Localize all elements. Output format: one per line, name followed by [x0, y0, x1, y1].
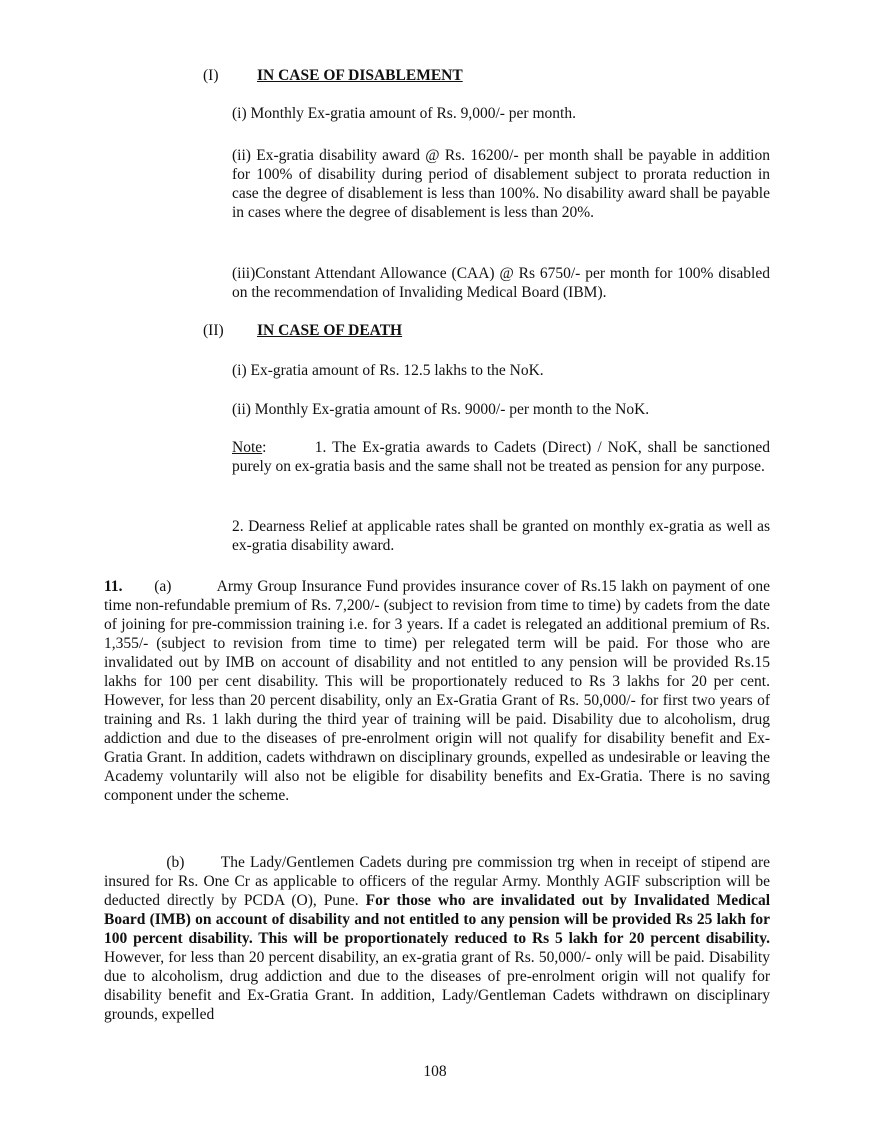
para-11-number: 11. [104, 578, 123, 595]
para-11-b-label: (b) [166, 854, 185, 871]
section-i-item-2: (ii) Ex-gratia disability award @ Rs. 16200/- per month shall be payable in addition for 100% of disability during period of disablement subject to prorata reduction in case the degree of disablement is less than 100%. No disability award shall be payable in cases where the degree of disablement is less than 20%. [232, 147, 770, 221]
para-11-b-text-2: However, for less than 20 percent disability, an ex-gratia grant of Rs. 50,000/- only will be paid. Disability due to alcoholism, drug addiction and due to the diseases of pre-enrolment origin will not qualify for disability benefit and Ex-Gratia Grant. In addition, Lady/Gentleman Cadets withdrawn on disciplinary grounds, expelled [104, 949, 770, 1023]
section-ii-item-2: (ii) Monthly Ex-gratia amount of Rs. 9000/- per month to the NoK. [232, 401, 650, 418]
section-ii-title: IN CASE OF DEATH [257, 322, 403, 339]
para-11-b-text-1: The Lady/Gentlemen Cadets during pre commission trg when in receipt of stipend are insured for Rs. One Cr as applicable to officers of the regular Army. Monthly AGIF subscription will be deducted directly by PCDA (O), Pune. [104, 854, 771, 909]
para-11-a [104, 577, 770, 805]
note-label: Note [232, 439, 263, 456]
section-ii-number: (II) [203, 322, 224, 339]
para-11-b [104, 853, 770, 1024]
section-i-item-1: (i) Monthly Ex-gratia amount of Rs. 9,000/- per month. [232, 105, 576, 122]
section-i-title: IN CASE OF DISABLEMENT [257, 67, 463, 84]
section-i-item-3: (iii)Constant Attendant Allowance (CAA) @ Rs 6750/- per month for 100% disabled on the recommendation of Invaliding Medical Board (IBM). [232, 265, 770, 301]
section-ii-item-1: (i) Ex-gratia amount of Rs. 12.5 lakhs to the NoK. [232, 362, 544, 379]
page-number: 108 [423, 1063, 447, 1080]
note-2: 2. Dearness Relief at applicable rates shall be granted on monthly ex-gratia as well as ex-gratia disability award. [232, 518, 770, 554]
para-11-a-text: Army Group Insurance Fund provides insurance cover of Rs.15 lakh on payment of one time non-refundable premium of Rs. 7,200/- (subject to revision from time to time) by cadets from the date of joining for pre-commission training i.e. for 3 years. If a cadet is relegated an additional premium of Rs. 1,355/- (subject to revision from time to time) per relegated term will be paid. For those who are invalidated out by IMB on account of disability and not entitled to any pension will be provided Rs.15 lakhs for 100 per cent disability. This will be proportionately reduced to Rs 3 lakhs for 20 per cent. However, for less than 20 percent disability, only an Ex-Gratia Grant of Rs. 50,000/- for first two years of training and Rs. 1 lakh during the third year of training will be paid. Disability due to alcoholism, drug addiction and due to the diseases of pre-enrolment origin will not qualify for disability benefit and Ex-Gratia Grant. In addition, cadets withdrawn on disciplinary grounds, expelled as undesirable or leaving the Academy voluntarily will also not be eligible for disability benefits and Ex-Gratia. There is no saving component under the scheme. [104, 578, 771, 804]
section-i-number: (I) [203, 67, 219, 84]
note-1: Note: 1. The Ex-gratia awards to Cadets (Direct) / NoK, shall be sanctioned purely on ex-gratia basis and the same shall not be treated as pension for any purpose. [232, 439, 770, 475]
para-11-b-text-bold: For those who are invalidated out by Invalidated Medical Board (IMB) on account of disability and not entitled to any pension will be provided Rs 25 lakh for 100 percent disability. This will be proportionately reduced to Rs 5 lakh for 20 percent disability. [104, 892, 770, 947]
para-11-a-label: (a) [154, 578, 172, 595]
note-1-text: 1. The Ex-gratia awards to Cadets (Direct) / NoK, shall be sanctioned purely on ex-gratia basis and the same shall not be treated as pension for any purpose. [232, 439, 770, 475]
